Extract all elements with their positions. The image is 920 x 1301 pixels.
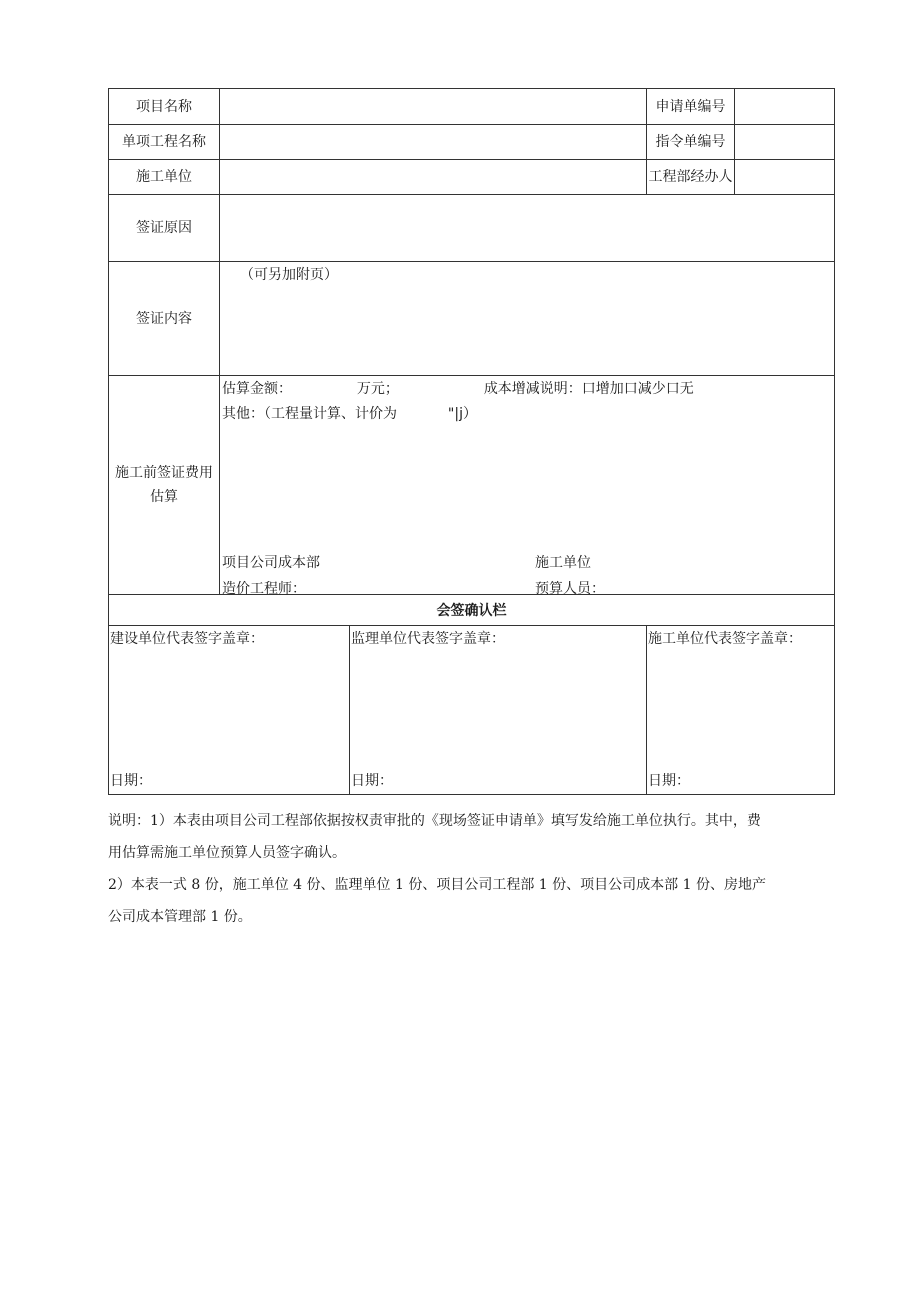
signoff-title: 会签确认栏 — [109, 595, 835, 626]
other-label: 其他：（工程量计算、计价为 — [222, 406, 397, 422]
contractor-field[interactable] — [220, 160, 647, 195]
row-project-name — [109, 89, 835, 125]
other-tail: "|j） — [447, 406, 477, 422]
contractor-budget-signature: 施工单位 预算人员： — [535, 555, 605, 597]
content-field[interactable] — [220, 262, 835, 376]
row-signoff-title — [109, 595, 835, 626]
row-estimate — [109, 376, 835, 595]
request-no-field[interactable] — [735, 89, 835, 125]
row-reason — [109, 195, 835, 262]
amount-unit: 万元； — [356, 381, 399, 397]
remark-line: 说明：1）本表由项目公司工程部依据按权责审批的《现场签证申请单》填写发给施工单位执行。其中，费 — [108, 813, 761, 829]
remarks — [108, 805, 834, 933]
estimate-label: 施工前签证费用估算 — [109, 376, 220, 595]
contractor-label: 施工单位 — [109, 160, 220, 195]
sub-project-label: 单项工程名称 — [109, 125, 220, 160]
dept-handler-label: 工程部经办人 — [647, 160, 735, 195]
project-name-field[interactable] — [220, 89, 647, 125]
row-content — [109, 262, 835, 376]
supervisor-signature-cell[interactable] — [350, 626, 647, 795]
cost-dept-signature: 项目公司成本部 造价工程师： — [222, 555, 320, 597]
contractor-signature-cell[interactable] — [647, 626, 835, 795]
estimate-field[interactable] — [220, 376, 835, 595]
owner-signature-label: 建设单位代表签字盖章： — [110, 631, 264, 647]
order-no-field[interactable] — [735, 125, 835, 160]
remark-line: 用估算需施工单位预算人员签字确认。 — [108, 845, 346, 861]
contractor-date-label: 日期： — [648, 773, 690, 789]
row-signoff — [109, 626, 835, 795]
owner-signature-cell[interactable] — [109, 626, 350, 795]
attachment-note: （可另加附页） — [240, 267, 338, 283]
supervisor-signature-label: 监理单位代表签字盖章： — [351, 631, 505, 647]
reason-label: 签证原因 — [109, 195, 220, 262]
order-no-label: 指令单编号 — [647, 125, 735, 160]
owner-date-label: 日期： — [110, 773, 152, 789]
amount-label: 估算金额： — [222, 381, 292, 397]
remark-line: 2）本表一式 8 份，施工单位 4 份、监理单位 1 份、项目公司工程部 1 份、项目公司成本部 1 份、房地产 — [108, 877, 766, 893]
form-table — [108, 88, 835, 795]
project-name-label: 项目名称 — [109, 89, 220, 125]
row-sub-project — [109, 125, 835, 160]
request-no-label: 申请单编号 — [647, 89, 735, 125]
dept-handler-field[interactable] — [735, 160, 835, 195]
contractor-signature-label: 施工单位代表签字盖章： — [648, 631, 802, 647]
row-contractor — [109, 160, 835, 195]
visa-instruction-form — [108, 88, 834, 933]
reason-field[interactable] — [220, 195, 835, 262]
content-label: 签证内容 — [109, 262, 220, 376]
supervisor-date-label: 日期： — [351, 773, 393, 789]
remark-line: 公司成本管理部 1 份。 — [108, 909, 252, 925]
cost-change-options[interactable]: 成本增减说明：口增加口减少口无 — [483, 381, 694, 397]
sub-project-field[interactable] — [220, 125, 647, 160]
